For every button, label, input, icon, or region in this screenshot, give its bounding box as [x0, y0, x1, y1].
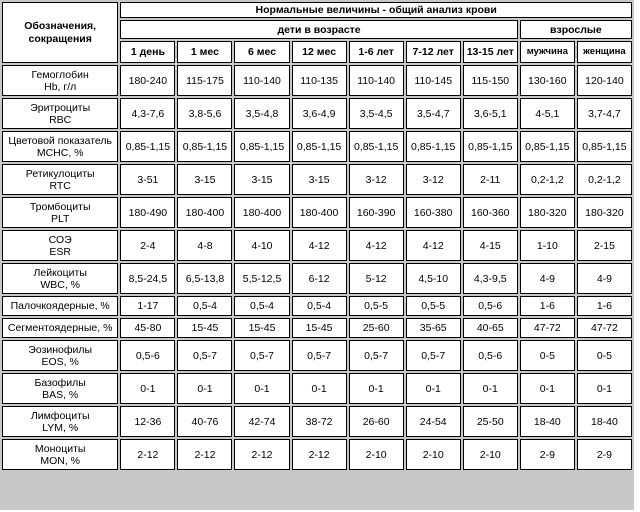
row-label: Эозинофилы: [28, 343, 93, 356]
value-cell: 0,5-7: [177, 340, 232, 371]
value-cell: 2-12: [177, 439, 232, 470]
row-abbreviation: RTC: [49, 179, 71, 192]
column-header: 1-6 лет: [349, 41, 404, 63]
row-abbreviation: MCHC, %: [36, 146, 84, 159]
row-label-cell: [2, 131, 118, 162]
row-label: Гемоглобин: [31, 68, 89, 81]
value-cell: 2-10: [463, 439, 518, 470]
value-cell: 42-74: [234, 406, 289, 437]
value-cell: 4-12: [406, 230, 461, 261]
value-cell: 4,3-9,5: [463, 263, 518, 294]
value-cell: 120-140: [577, 65, 632, 96]
table-row: [2, 197, 632, 228]
value-cell: 45-80: [120, 318, 175, 338]
value-cell: 0-1: [349, 373, 404, 404]
value-cell: 160-360: [463, 197, 518, 228]
row-label: Сегментоядерные, %: [7, 322, 113, 334]
value-cell: 40-65: [463, 318, 518, 338]
value-cell: 3,5-4,5: [349, 98, 404, 129]
value-cell: 4,5-10: [406, 263, 461, 294]
row-label-cell: [2, 230, 118, 261]
value-cell: 3,5-4,8: [234, 98, 289, 129]
row-label: Лейкоциты: [33, 266, 87, 279]
value-cell: 130-160: [520, 65, 575, 96]
title-row: [2, 2, 632, 18]
value-cell: 110-140: [234, 65, 289, 96]
value-cell: 0,5-7: [234, 340, 289, 371]
children-group-header: дети в возрасте: [120, 20, 517, 39]
adults-group-header: взрослые: [520, 20, 632, 39]
value-cell: 0,5-7: [349, 340, 404, 371]
value-cell: 0,2-1,2: [520, 164, 575, 195]
value-cell: 2-15: [577, 230, 632, 261]
row-label-cell: [2, 340, 118, 371]
value-cell: 0,85-1,15: [577, 131, 632, 162]
value-cell: 3,8-5,6: [177, 98, 232, 129]
value-cell: 0,5-6: [120, 340, 175, 371]
value-cell: 0,85-1,15: [463, 131, 518, 162]
value-cell: 4-15: [463, 230, 518, 261]
value-cell: 3,5-4,7: [406, 98, 461, 129]
value-cell: 0-1: [177, 373, 232, 404]
value-cell: 1-6: [577, 296, 632, 316]
row-abbreviation: EOS, %: [41, 355, 79, 368]
table-row: [2, 263, 632, 294]
value-cell: 40-76: [177, 406, 232, 437]
value-cell: 3,6-5,1: [463, 98, 518, 129]
value-cell: 2-4: [120, 230, 175, 261]
value-cell: 1-10: [520, 230, 575, 261]
row-abbreviation: LYM, %: [42, 421, 79, 434]
table-row: [2, 318, 632, 338]
value-cell: 0,5-5: [406, 296, 461, 316]
row-label: Палочкоядерные, %: [10, 300, 110, 312]
row-abbreviation: WBC, %: [40, 278, 81, 291]
value-cell: 25-50: [463, 406, 518, 437]
row-abbreviation: MON, %: [40, 454, 81, 467]
value-cell: 47-72: [520, 318, 575, 338]
value-cell: 0,5-7: [292, 340, 347, 371]
table-row: [2, 296, 632, 316]
value-cell: 4-8: [177, 230, 232, 261]
value-cell: 3-12: [349, 164, 404, 195]
value-cell: 0-1: [520, 373, 575, 404]
value-cell: 15-45: [292, 318, 347, 338]
table-row: [2, 65, 632, 96]
row-label: СОЭ: [48, 233, 72, 246]
row-label: Цветовой показатель: [8, 134, 112, 147]
value-cell: 160-380: [406, 197, 461, 228]
value-cell: 5,5-12,5: [234, 263, 289, 294]
value-cell: 0,5-7: [406, 340, 461, 371]
value-cell: 2-10: [349, 439, 404, 470]
value-cell: 0,85-1,15: [177, 131, 232, 162]
value-cell: 180-320: [577, 197, 632, 228]
value-cell: 3-15: [234, 164, 289, 195]
column-header: 6 мес: [234, 41, 289, 63]
value-cell: 2-12: [234, 439, 289, 470]
row-label-cell: [2, 65, 118, 96]
value-cell: 18-40: [520, 406, 575, 437]
value-cell: 0-1: [406, 373, 461, 404]
value-cell: 4-5,1: [520, 98, 575, 129]
value-cell: 0-1: [120, 373, 175, 404]
value-cell: 6,5-13,8: [177, 263, 232, 294]
row-abbreviation: RBC: [49, 113, 72, 126]
column-header: 12 мес: [292, 41, 347, 63]
value-cell: 2-12: [292, 439, 347, 470]
row-label: Базофилы: [34, 376, 86, 389]
value-cell: 4-9: [520, 263, 575, 294]
row-label-cell: [2, 296, 118, 316]
value-cell: 6-12: [292, 263, 347, 294]
value-cell: 0,85-1,15: [234, 131, 289, 162]
row-abbreviation: ESR: [49, 245, 71, 258]
table-row: [2, 340, 632, 371]
column-header: мужчина: [520, 41, 575, 63]
value-cell: 3-12: [406, 164, 461, 195]
value-cell: 47-72: [577, 318, 632, 338]
value-cell: 115-150: [463, 65, 518, 96]
row-label-cell: [2, 164, 118, 195]
corner-header-cell: Обозначения, сокращения: [2, 2, 118, 63]
value-cell: 0,85-1,15: [120, 131, 175, 162]
row-label-cell: [2, 98, 118, 129]
table-row: [2, 373, 632, 404]
value-cell: 4-9: [577, 263, 632, 294]
column-header: женщина: [577, 41, 632, 63]
value-cell: 26-60: [349, 406, 404, 437]
table-row: [2, 439, 632, 470]
column-header: 13-15 лет: [463, 41, 518, 63]
row-label-cell: [2, 439, 118, 470]
row-label: Тромбоциты: [29, 200, 91, 213]
row-label-cell: [2, 318, 118, 338]
row-label: Ретикулоциты: [25, 167, 95, 180]
value-cell: 4-12: [349, 230, 404, 261]
value-cell: 3,7-4,7: [577, 98, 632, 129]
value-cell: 5-12: [349, 263, 404, 294]
value-cell: 1-6: [520, 296, 575, 316]
table-row: [2, 164, 632, 195]
table-row: [2, 98, 632, 129]
value-cell: 15-45: [177, 318, 232, 338]
value-cell: 25-60: [349, 318, 404, 338]
value-cell: 3-15: [177, 164, 232, 195]
value-cell: 0,5-6: [463, 340, 518, 371]
value-cell: 3,6-4,9: [292, 98, 347, 129]
value-cell: 110-140: [349, 65, 404, 96]
table-row: [2, 131, 632, 162]
value-cell: 0-5: [520, 340, 575, 371]
value-cell: 38-72: [292, 406, 347, 437]
value-cell: 0,85-1,15: [406, 131, 461, 162]
value-cell: 0-5: [577, 340, 632, 371]
value-cell: 8,5-24,5: [120, 263, 175, 294]
value-cell: 24-54: [406, 406, 461, 437]
value-cell: 0,5-5: [349, 296, 404, 316]
table-row: [2, 406, 632, 437]
column-header: 7-12 лет: [406, 41, 461, 63]
value-cell: 0-1: [463, 373, 518, 404]
column-header: 1 мес: [177, 41, 232, 63]
row-label-cell: [2, 263, 118, 294]
value-cell: 3-51: [120, 164, 175, 195]
value-cell: 110-135: [292, 65, 347, 96]
value-cell: 0,85-1,15: [520, 131, 575, 162]
row-label: Лимфоциты: [30, 409, 90, 422]
value-cell: 35-65: [406, 318, 461, 338]
value-cell: 18-40: [577, 406, 632, 437]
value-cell: 180-320: [520, 197, 575, 228]
value-cell: 180-400: [292, 197, 347, 228]
row-abbreviation: Hb, г/л: [44, 80, 77, 93]
value-cell: 180-490: [120, 197, 175, 228]
row-abbreviation: PLT: [50, 212, 70, 225]
value-cell: 3-15: [292, 164, 347, 195]
row-label-cell: [2, 373, 118, 404]
value-cell: 0-1: [577, 373, 632, 404]
value-cell: 2-10: [406, 439, 461, 470]
value-cell: 160-390: [349, 197, 404, 228]
row-label: Эритроциты: [30, 101, 91, 114]
value-cell: 2-9: [577, 439, 632, 470]
table-body: [2, 2, 632, 470]
value-cell: 1-17: [120, 296, 175, 316]
column-header: 1 день: [120, 41, 175, 63]
value-cell: 0,5-4: [234, 296, 289, 316]
value-cell: 180-400: [234, 197, 289, 228]
value-cell: 0,85-1,15: [349, 131, 404, 162]
value-cell: 2-12: [120, 439, 175, 470]
value-cell: 180-240: [120, 65, 175, 96]
value-cell: 4-12: [292, 230, 347, 261]
row-label-cell: [2, 406, 118, 437]
value-cell: 0-1: [234, 373, 289, 404]
value-cell: 2-11: [463, 164, 518, 195]
value-cell: 15-45: [234, 318, 289, 338]
value-cell: 110-145: [406, 65, 461, 96]
value-cell: 0,5-4: [177, 296, 232, 316]
value-cell: 12-36: [120, 406, 175, 437]
value-cell: 180-400: [177, 197, 232, 228]
value-cell: 0,5-6: [463, 296, 518, 316]
value-cell: 0,85-1,15: [292, 131, 347, 162]
row-abbreviation: BAS, %: [42, 388, 79, 401]
value-cell: 0,5-4: [292, 296, 347, 316]
row-label: Моноциты: [34, 442, 86, 455]
value-cell: 0-1: [292, 373, 347, 404]
value-cell: 2-9: [520, 439, 575, 470]
value-cell: 4-10: [234, 230, 289, 261]
value-cell: 115-175: [177, 65, 232, 96]
row-label-cell: [2, 197, 118, 228]
value-cell: 4,3-7,6: [120, 98, 175, 129]
value-cell: 0,2-1,2: [577, 164, 632, 195]
table-title: Нормальные величины - общий анализ крови: [120, 2, 632, 18]
table-row: [2, 230, 632, 261]
